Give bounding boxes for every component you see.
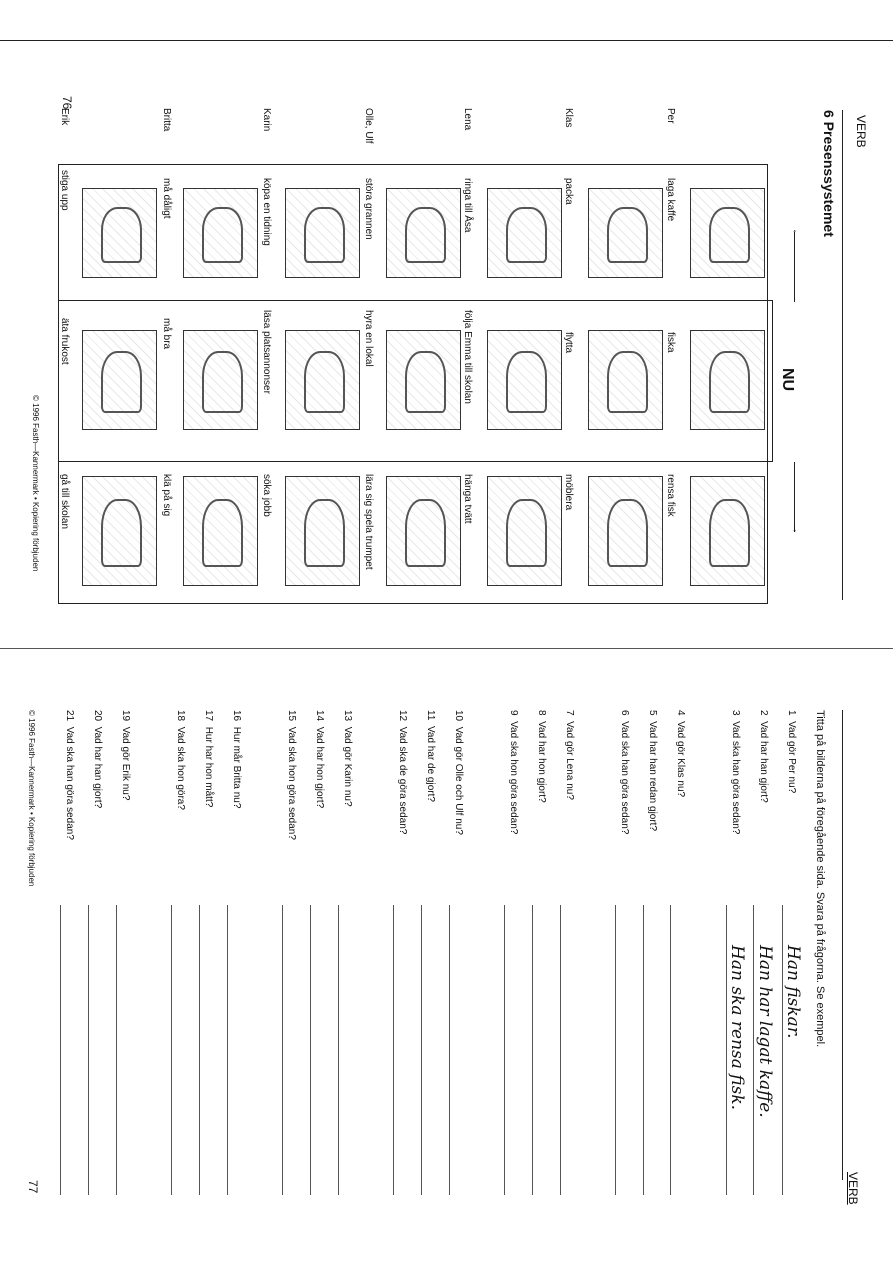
question-text: Vad gör Lena nu?: [564, 721, 575, 800]
question-text: Vad ska hon göra?: [175, 726, 186, 810]
question-text: Vad gör Olle och Ulf nu?: [453, 726, 464, 835]
question-text: Vad gör Klas nu?: [675, 721, 686, 798]
illustration-britta-before: [183, 188, 258, 278]
page-header-verb-bottom: VERB: [846, 1172, 860, 1205]
question-14: [314, 710, 325, 808]
question-4: [675, 710, 686, 797]
question-number: 1: [786, 710, 797, 716]
question-11: [425, 710, 436, 802]
question-15: [286, 710, 297, 840]
question-16: [231, 710, 242, 808]
answer-line-16[interactable]: [227, 905, 228, 1195]
question-8: [536, 710, 547, 803]
question-number: 9: [508, 710, 519, 716]
label-before-erik: stiga upp: [59, 170, 70, 211]
question-19: [120, 710, 131, 800]
label-after-lena: hänga tvätt: [462, 474, 473, 524]
question-number: 21: [64, 710, 75, 722]
row-name-klas: Klas: [563, 108, 574, 128]
copyright-bottom: © 1996 Fasth—Kannermark • Kopiering förbjuden: [27, 710, 36, 887]
illustration-karin-before: [285, 188, 360, 278]
question-text: Vad ska han göra sedan?: [619, 721, 630, 835]
page-header-verb: VERB: [854, 115, 868, 148]
question-text: Vad har han gjort?: [758, 721, 769, 803]
label-before-klas: packa: [563, 178, 574, 205]
label-now-karin: läsa platsannonser: [261, 310, 272, 394]
label-before-karin: köpa en tidning: [261, 178, 272, 246]
question-number: 11: [425, 710, 436, 721]
question-number: 3: [730, 710, 741, 716]
question-number: 12: [397, 710, 408, 722]
illustration-olle-ulf-now: [386, 330, 461, 430]
label-after-olle-ulf: lära sig spela trumpet: [363, 474, 374, 570]
question-18: [175, 710, 186, 810]
label-now-klas: flytta: [563, 332, 574, 354]
question-number: 15: [286, 710, 297, 722]
illustration-karin-after: [285, 476, 360, 586]
answer-1: Han fiskar.: [783, 945, 803, 1039]
answer-line-5[interactable]: [643, 905, 644, 1195]
arrow-before-head-icon: ←: [790, 228, 801, 238]
row-name-per: Per: [665, 108, 676, 124]
answer-line-14[interactable]: [310, 905, 311, 1195]
illustration-erik-after: [82, 476, 157, 586]
question-text: Vad gör Erik nu?: [120, 726, 131, 801]
header-rule-bottom: [842, 710, 843, 1180]
arrow-after-head-icon: →: [790, 524, 801, 534]
row-name-karin: Karin: [261, 108, 272, 132]
question-5: [647, 710, 658, 831]
question-number: 6: [619, 710, 630, 716]
illustration-erik-now: [82, 330, 157, 430]
answer-line-10[interactable]: [449, 905, 450, 1195]
label-before-lena: ringa till Åsa: [462, 178, 473, 233]
label-after-klas: möblera: [563, 474, 574, 511]
question-7: [564, 710, 575, 800]
question-number: 2: [758, 710, 769, 716]
question-number: 10: [453, 710, 464, 722]
label-now-erik: äta frukost: [59, 318, 70, 365]
answer-line-8[interactable]: [532, 905, 533, 1195]
label-before-britta: må dåligt: [161, 178, 172, 219]
question-number: 4: [675, 710, 686, 716]
illustration-britta-now: [183, 330, 258, 430]
illustration-per-after: [690, 476, 765, 586]
question-17: [203, 710, 214, 807]
header-rule: [842, 110, 843, 600]
question-text: Vad har hon gjort?: [314, 726, 325, 809]
answer-line-21[interactable]: [60, 905, 61, 1195]
question-number: 17: [203, 710, 214, 722]
illustration-per-now: [690, 330, 765, 430]
answer-line-9[interactable]: [504, 905, 505, 1195]
answer-line-4[interactable]: [670, 905, 671, 1195]
label-now-britta: må bra: [161, 318, 172, 350]
question-text: Vad gör Per nu?: [786, 721, 797, 794]
illustration-klas-after: [588, 476, 663, 586]
label-after-erik: gå till skolan: [59, 474, 70, 530]
illustration-karin-now: [285, 330, 360, 430]
question-20: [92, 710, 103, 808]
label-now-lena: följa Emma till skolan: [462, 310, 473, 404]
question-text: Vad har de gjort?: [425, 725, 436, 802]
question-number: 16: [231, 710, 242, 722]
row-name-lena: Lena: [462, 108, 473, 131]
label-after-karin: söka jobb: [261, 474, 272, 517]
question-number: 7: [564, 710, 575, 716]
illustration-per-before: [690, 188, 765, 278]
answer-line-15[interactable]: [282, 905, 283, 1195]
answer-line-6[interactable]: [615, 905, 616, 1195]
illustration-olle-ulf-before: [386, 188, 461, 278]
illustration-olle-ulf-after: [386, 476, 461, 586]
page-number-top: 76: [60, 96, 74, 110]
question-6: [619, 710, 630, 834]
question-text: Vad ska hon göra sedan?: [508, 721, 519, 835]
scan-edge-middle: [0, 648, 893, 649]
label-now-per: fiska: [665, 332, 676, 353]
scan-edge-top: [0, 40, 893, 41]
question-text: Vad har hon gjort?: [536, 721, 547, 803]
answer-line-20[interactable]: [88, 905, 89, 1195]
answer-3: Han ska rensa fisk.: [727, 945, 747, 1111]
question-number: 13: [342, 710, 353, 722]
question-2: [758, 710, 769, 803]
illustration-erik-before: [82, 188, 157, 278]
question-12: [397, 710, 408, 834]
question-text: Vad har han redan gjort?: [647, 721, 658, 832]
question-text: Vad ska han göra sedan?: [64, 726, 75, 840]
question-3: [730, 710, 741, 834]
answer-line-18[interactable]: [171, 905, 172, 1195]
copyright-top: © 1996 Fasth—Kannermark • Kopiering förbjuden: [31, 395, 40, 572]
answer-line-17[interactable]: [199, 905, 200, 1195]
label-after-per: rensa fisk: [665, 474, 676, 517]
illustration-klas-before: [588, 188, 663, 278]
question-number: 20: [92, 710, 103, 722]
answer-line-11[interactable]: [421, 905, 422, 1195]
question-1: [786, 710, 797, 793]
instruction: Titta på bilderna på föregående sida. Svara på frågorna. Se exempel.: [814, 710, 826, 1048]
illustration-klas-now: [588, 330, 663, 430]
arrow-after-line: [794, 462, 795, 532]
row-name-britta: Britta: [161, 108, 172, 132]
answer-line-12[interactable]: [393, 905, 394, 1195]
row-name-erik: Erik: [59, 108, 70, 126]
question-text: Hur har hon mått?: [203, 726, 214, 808]
row-name-olle-ulf: Olle, Ulf: [363, 108, 374, 144]
label-now-olle-ulf: hyra en lokal: [363, 310, 374, 367]
question-9: [508, 710, 519, 834]
answer-2: Han har lagat kaffe.: [755, 945, 775, 1118]
question-21: [64, 710, 75, 840]
answer-line-13[interactable]: [338, 905, 339, 1195]
question-number: 14: [314, 710, 325, 722]
now-label: NU: [779, 368, 796, 392]
page-number-bottom: 77: [26, 1180, 40, 1194]
answer-line-7[interactable]: [560, 905, 561, 1195]
illustration-lena-before: [487, 188, 562, 278]
question-number: 5: [647, 710, 658, 716]
question-13: [342, 710, 353, 807]
label-after-britta: klä på sig: [161, 474, 172, 517]
question-text: Vad gör Karin nu?: [342, 726, 353, 807]
question-number: 18: [175, 710, 186, 722]
question-text: Vad ska han göra sedan?: [730, 721, 741, 835]
question-number: 8: [536, 710, 547, 716]
question-text: Vad ska de göra sedan?: [397, 726, 408, 835]
label-before-per: laga kaffe: [665, 178, 676, 222]
question-10: [453, 710, 464, 835]
illustration-lena-now: [487, 330, 562, 430]
illustration-lena-after: [487, 476, 562, 586]
question-number: 19: [120, 710, 131, 722]
answer-line-19[interactable]: [116, 905, 117, 1195]
question-text: Vad ska hon göra sedan?: [286, 726, 297, 840]
question-text: Hur mår Britta nu?: [231, 726, 242, 809]
page-title: 6 Presenssystemet: [821, 110, 837, 237]
label-before-olle-ulf: störa grannen: [363, 178, 374, 240]
arrow-before-line: [794, 232, 795, 302]
illustration-britta-after: [183, 476, 258, 586]
question-text: Vad har han gjort?: [92, 726, 103, 809]
answer-line-2[interactable]: [753, 905, 754, 1195]
